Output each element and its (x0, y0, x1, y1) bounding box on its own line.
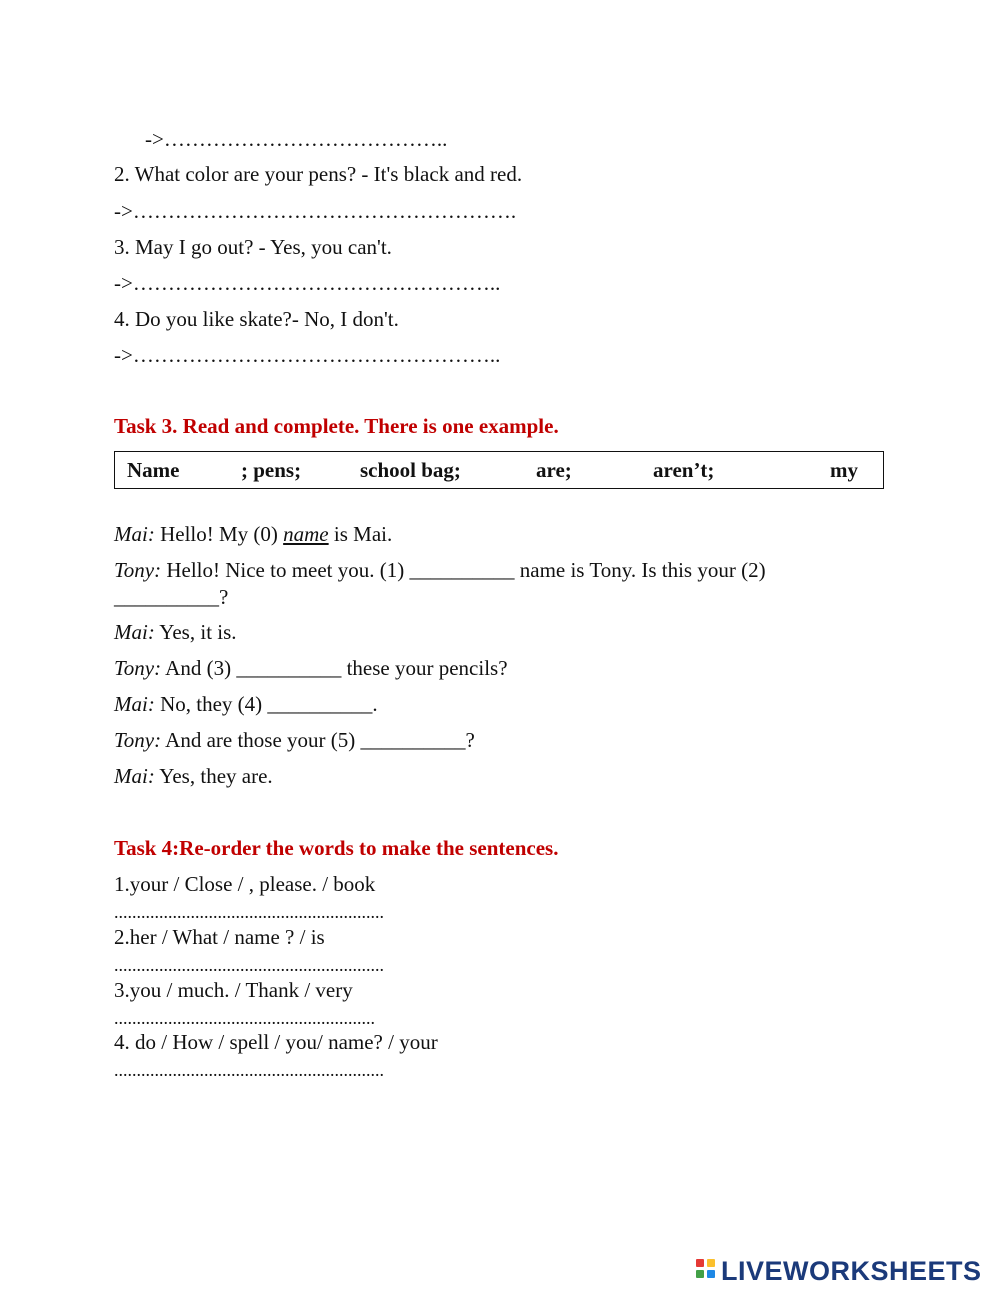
question-3: 3. May I go out? - Yes, you can't. (114, 235, 392, 259)
speaker-tony: Tony: (114, 656, 162, 680)
answer-line-4[interactable]: ->…………………………………………….. (114, 343, 501, 367)
reorder-answer-4[interactable]: ............................................................ (114, 1060, 384, 1080)
word-bank-item: my (830, 458, 858, 482)
example-answer: name (283, 522, 329, 546)
dialogue-line-7 (114, 763, 273, 789)
task4-title: Task 4:Re-order the words to make the sentences. (114, 836, 559, 860)
dialogue-line-2[interactable] (114, 557, 766, 583)
reorder-words-3: 3.you / much. / Thank / very (114, 978, 353, 1002)
dialogue-text[interactable]: No, they (4) __________. (154, 692, 378, 716)
speaker-tony: Tony: (114, 728, 162, 752)
dialogue-text: Yes, they are. (154, 764, 273, 788)
speaker-mai: Mai: (114, 620, 155, 644)
speaker-mai: Mai: (114, 692, 155, 716)
answer-line-3[interactable]: ->…………………………………………….. (114, 271, 501, 295)
dialogue-line-5[interactable] (114, 691, 378, 717)
reorder-words-4: 4. do / How / spell / you/ name? / your (114, 1030, 438, 1054)
dialogue-line-6[interactable] (114, 727, 475, 753)
word-bank-item: aren’t; (653, 458, 715, 482)
speaker-mai: Mai: (114, 522, 155, 546)
speaker-mai: Mai: (114, 764, 155, 788)
reorder-answer-3[interactable]: .......................................................... (114, 1008, 375, 1028)
word-bank (114, 451, 884, 489)
dialogue-text[interactable]: And are those your (5) __________? (161, 728, 475, 752)
dialogue-text: is Mai. (328, 522, 393, 546)
reorder-answer-2[interactable]: ............................................................ (114, 955, 384, 975)
dialogue-text[interactable]: Hello! Nice to meet you. (1) __________ name is Tony. Is this your (2) (161, 558, 766, 582)
liveworksheets-logo (696, 1254, 982, 1288)
dialogue-text: Hello! My (0) (154, 522, 284, 546)
dialogue-text[interactable]: And (3) __________ these your pencils? (161, 656, 508, 680)
question-4: 4. Do you like skate?- No, I don't. (114, 307, 399, 331)
dialogue-line-3 (114, 619, 237, 645)
word-bank-item: Name (127, 458, 180, 482)
answer-line-1[interactable]: ->………………………………….. (145, 127, 448, 151)
dialogue-line-4[interactable] (114, 655, 508, 681)
word-bank-item: ; pens; (241, 458, 302, 482)
dialogue-line-1 (114, 521, 392, 547)
reorder-words-1: 1.your / Close / , please. / book (114, 872, 376, 896)
dialogue-line-2-cont[interactable]: __________? (114, 585, 229, 609)
logo-text: LIVEWORKSHEETS (721, 1255, 982, 1286)
reorder-answer-1[interactable]: ............................................................ (114, 902, 384, 922)
task3-title: Task 3. Read and complete. There is one example. (114, 414, 559, 438)
speaker-tony: Tony: (114, 558, 162, 582)
word-bank-item: school bag; (360, 458, 461, 482)
reorder-words-2: 2.her / What / name ? / is (114, 925, 325, 949)
dialogue-text: Yes, it is. (154, 620, 237, 644)
word-bank-item: are; (536, 458, 572, 482)
logo-mark-icon (696, 1257, 718, 1285)
answer-line-2[interactable]: ->………………………………………………. (114, 199, 517, 223)
question-2: 2. What color are your pens? - It's black and red. (114, 162, 523, 186)
